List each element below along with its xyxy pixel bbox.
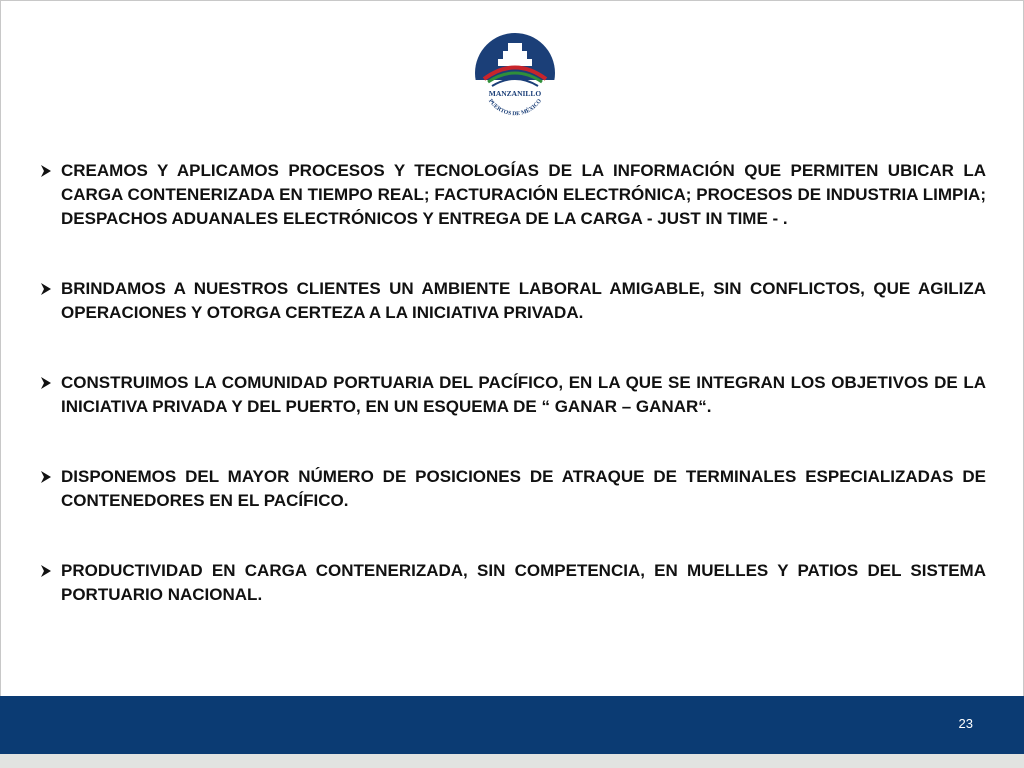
bottom-strip	[0, 754, 1024, 768]
arrow-bullet-icon	[39, 470, 53, 484]
arrow-bullet-icon	[39, 376, 53, 390]
manzanillo-port-logo	[472, 30, 558, 116]
bullet-item	[39, 465, 986, 513]
bullet-item	[39, 277, 986, 325]
footer-bar	[0, 696, 1024, 754]
arrow-bullet-icon	[39, 564, 53, 578]
logo-name: MANZANILLO	[488, 89, 542, 98]
bullet-text: CONSTRUIMOS LA COMUNIDAD PORTUARIA DEL PACÍFICO, EN LA QUE SE INTEGRAN LOS OBJETIVOS DE LA INICIATIVA PRIVADA Y DEL PUERTO, EN UN ESQUEMA DE “ GANAR – GANAR“.	[61, 373, 986, 416]
arrow-bullet-icon	[39, 282, 53, 296]
bullet-item	[39, 371, 986, 419]
bullet-text: PRODUCTIVIDAD EN CARGA CONTENERIZADA, SIN COMPETENCIA, EN MUELLES Y PATIOS DEL SISTEMA PORTUARIO NACIONAL.	[61, 561, 986, 604]
bullet-item	[39, 559, 986, 607]
bullet-list	[39, 159, 986, 607]
bullet-text: DISPONEMOS DEL MAYOR NÚMERO DE POSICIONES DE ATRAQUE DE TERMINALES ESPECIALIZADAS DE CONTENEDORES EN EL PACÍFICO.	[61, 467, 986, 510]
bullet-item	[39, 159, 986, 231]
logo-tagline: PUERTOS DE MÉXICO	[486, 98, 544, 116]
bullet-text: CREAMOS Y APLICAMOS PROCESOS Y TECNOLOGÍAS DE LA INFORMACIÓN QUE PERMITEN UBICAR LA CARGA CONTENERIZADA EN TIEMPO REAL; FACTURACIÓN ELECTRÓNICA; PROCESOS DE INDUSTRIA LIMPIA; DESPACHOS ADUANALES ELECTRÓNICOS Y ENTREGA DE LA CARGA - JUST IN TIME - .	[61, 161, 986, 228]
page-number: 23	[958, 716, 973, 731]
arrow-bullet-icon	[39, 164, 53, 178]
bullet-text: BRINDAMOS A NUESTROS CLIENTES UN AMBIENTE LABORAL AMIGABLE, SIN CONFLICTOS, QUE AGILIZA OPERACIONES Y OTORGA CERTEZA A LA INICIATIVA PRIVADA.	[61, 279, 986, 322]
